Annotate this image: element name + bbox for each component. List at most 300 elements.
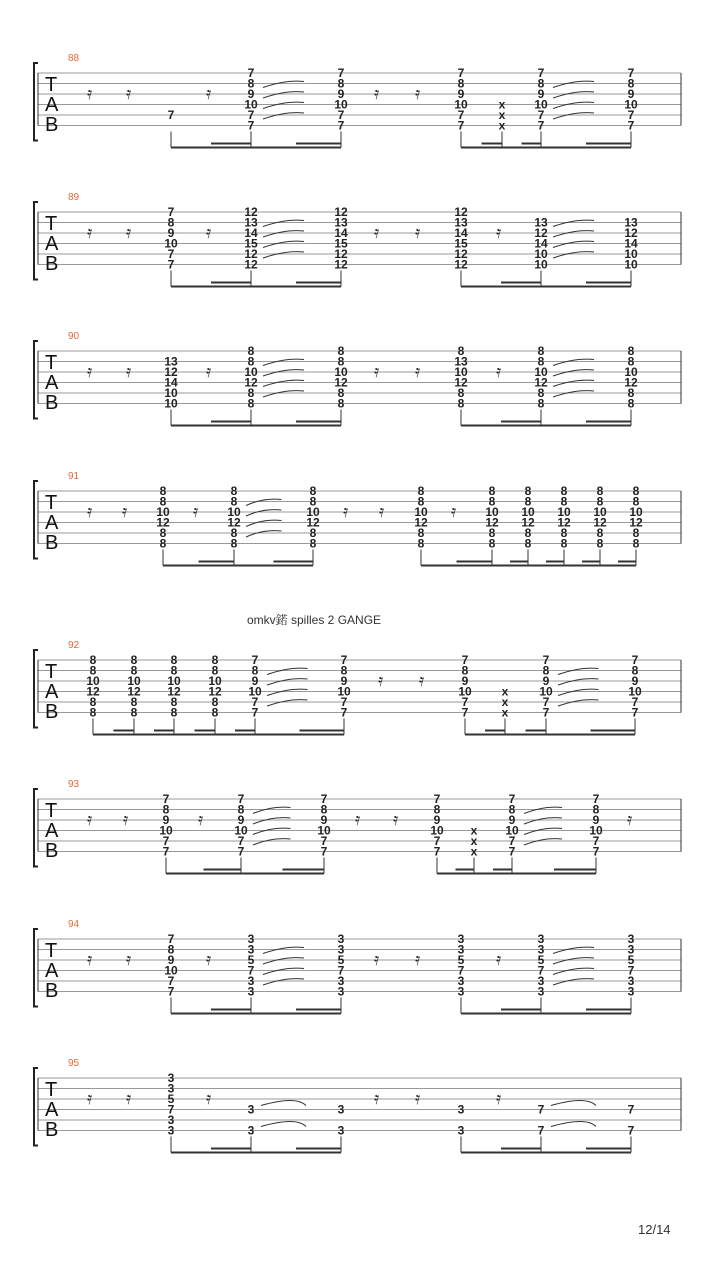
tab-clef-letter: B [45, 532, 59, 554]
rest-symbol: 𝄿 [627, 810, 633, 830]
rest-symbol: 𝄿 [415, 950, 421, 970]
fret-number: 7 [627, 1123, 635, 1138]
fret-number: 10 [624, 257, 638, 272]
fret-number: 9 [537, 87, 545, 101]
fret-number: 9 [162, 813, 170, 827]
fret-number: 8 [167, 942, 175, 957]
fret-number: 8 [309, 484, 317, 498]
fret-number: 12 [244, 205, 258, 219]
fret-number: 12 [156, 515, 170, 530]
fret-number: 8 [309, 494, 317, 509]
slide-arc [263, 241, 304, 247]
fret-number: 14 [164, 375, 178, 390]
fret-number: 8 [211, 653, 219, 667]
fret-number: 7 [508, 844, 516, 859]
fret-number: 7 [167, 247, 175, 261]
fret-number: 3 [337, 1123, 345, 1138]
fret-number: x [498, 118, 506, 133]
fret-number: 7 [167, 984, 175, 999]
system-bracket [34, 929, 38, 1007]
slide-arc [253, 839, 291, 845]
fret-number: 7 [537, 118, 545, 133]
fret-number: 3 [537, 974, 545, 988]
fret-number: 13 [534, 215, 548, 230]
fret-number: 9 [320, 813, 328, 827]
tab-clef-letter: A [45, 372, 59, 394]
fret-number: 10 [593, 505, 607, 519]
fret-number: 8 [130, 705, 138, 720]
fret-number: 14 [454, 226, 468, 240]
fret-number: 7 [247, 108, 255, 122]
measure-number: 94 [68, 919, 80, 930]
fret-number: 8 [457, 386, 465, 400]
tab-system [34, 1058, 681, 1153]
fret-number: 8 [524, 494, 532, 509]
fret-number: 10 [337, 684, 351, 699]
fret-number: 8 [488, 526, 496, 540]
fret-number: 9 [542, 674, 550, 688]
fret-number: 8 [627, 354, 635, 369]
fret-number: 8 [170, 663, 178, 678]
tab-clef-letter: A [45, 820, 59, 842]
fret-number: 9 [508, 813, 516, 827]
rest-symbol: 𝄿 [374, 1089, 380, 1109]
fret-number: 7 [251, 695, 259, 709]
fret-number: 8 [159, 494, 167, 509]
fret-number: 8 [560, 526, 568, 540]
fret-number: 9 [247, 87, 255, 101]
slide-arc [553, 380, 594, 386]
fret-number: 10 [505, 823, 519, 838]
rest-symbol: 𝄿 [496, 1089, 502, 1109]
fret-number: 7 [457, 108, 465, 122]
fret-number: 8 [230, 484, 238, 498]
fret-number: 7 [247, 963, 255, 978]
fret-number: 8 [627, 76, 635, 91]
fret-number: 3 [247, 942, 255, 957]
fret-number: 3 [247, 1123, 255, 1138]
fret-number: 12 [227, 515, 241, 530]
tab-clef-letter: A [45, 94, 59, 116]
fret-number: 10 [454, 97, 468, 112]
fret-number: 9 [251, 674, 259, 688]
rest-symbol: 𝄿 [374, 950, 380, 970]
fret-number: 12 [244, 375, 258, 390]
tab-system [34, 919, 681, 1014]
tab-clef-letter: T [45, 74, 58, 96]
rest-symbol: 𝄿 [374, 362, 380, 382]
slide-arc [253, 818, 291, 824]
slide-arc [246, 531, 282, 537]
fret-number: 8 [251, 663, 259, 678]
fret-number: 13 [164, 354, 178, 369]
fret-number: 12 [557, 515, 571, 530]
fret-number: x [501, 695, 509, 709]
fret-number: 10 [156, 505, 170, 519]
fret-number: 7 [457, 118, 465, 133]
fret-number: 8 [524, 536, 532, 551]
rest-symbol: 𝄿 [87, 1089, 93, 1109]
fret-number: 10 [167, 674, 181, 688]
fret-number: 7 [167, 205, 175, 219]
measure-number: 93 [68, 779, 80, 790]
tab-system [34, 471, 681, 566]
fret-number: 8 [508, 802, 516, 817]
fret-number: 10 [164, 963, 178, 978]
fret-number: 3 [457, 984, 465, 999]
fret-number: 8 [488, 484, 496, 498]
fret-number: 7 [537, 1102, 545, 1117]
fret-number: 7 [337, 108, 345, 122]
fret-number: 8 [632, 494, 640, 509]
fret-number: 8 [457, 76, 465, 91]
fret-number: 3 [537, 984, 545, 999]
rest-symbol: 𝄿 [87, 84, 93, 104]
fret-number: 14 [624, 236, 638, 251]
fret-number: 8 [211, 663, 219, 678]
fret-number: 8 [247, 354, 255, 369]
slide-arc [246, 499, 282, 505]
fret-number: x [470, 823, 478, 838]
rest-symbol: 𝄿 [87, 810, 93, 830]
fret-number: 3 [627, 974, 635, 988]
system-bracket [34, 789, 38, 867]
fret-number: 3 [337, 984, 345, 999]
fret-number: 10 [534, 365, 548, 379]
tab-clef-letter: A [45, 960, 59, 982]
tab-clef-letter: T [45, 213, 58, 235]
fret-number: 12 [127, 684, 141, 699]
fret-number: 8 [596, 536, 604, 551]
rest-symbol: 𝄿 [126, 362, 132, 382]
fret-number: 5 [627, 953, 635, 967]
slide-arc [524, 839, 562, 845]
fret-number: 8 [89, 705, 97, 720]
fret-number: 8 [211, 695, 219, 709]
fret-number: 9 [627, 87, 635, 101]
slide-arc [246, 510, 282, 516]
fret-number: 8 [417, 526, 425, 540]
rest-symbol: 𝄿 [343, 502, 349, 522]
slide-arc [246, 520, 282, 526]
fret-number: 10 [164, 386, 178, 400]
measure-number: 90 [68, 331, 80, 342]
fret-number: 7 [237, 844, 245, 859]
fret-number: 8 [211, 705, 219, 720]
tab-clef-letter: B [45, 701, 59, 723]
fret-number: 3 [167, 1123, 175, 1138]
fret-number: 8 [457, 344, 465, 358]
tab-clef-letter: T [45, 661, 58, 683]
fret-number: 9 [457, 87, 465, 101]
rest-symbol: 𝄿 [206, 223, 212, 243]
fret-number: 8 [130, 695, 138, 709]
slide-arc [553, 370, 594, 376]
fret-number: 7 [627, 66, 635, 80]
fret-number: 8 [596, 484, 604, 498]
fret-number: 7 [631, 653, 639, 667]
fret-number: 3 [167, 1081, 175, 1096]
slide-arc [553, 958, 594, 964]
fret-number: 13 [334, 215, 348, 230]
fret-number: 10 [628, 684, 642, 699]
slide-arc [553, 113, 594, 119]
fret-number: 7 [337, 118, 345, 133]
fret-number: 8 [537, 396, 545, 411]
fret-number: 12 [454, 205, 468, 219]
fret-number: 7 [542, 695, 550, 709]
tab-system [34, 53, 681, 148]
tab-system [34, 192, 681, 287]
fret-number: 8 [537, 354, 545, 369]
fret-number: 8 [417, 494, 425, 509]
fret-number: 10 [454, 365, 468, 379]
fret-number: 7 [631, 705, 639, 720]
slide-arc [524, 828, 562, 834]
slide-arc [263, 231, 304, 237]
fret-number: 5 [247, 953, 255, 967]
tab-system [34, 779, 681, 874]
slide-arc [558, 689, 599, 695]
slide-arc [553, 391, 594, 397]
fret-number: 10 [317, 823, 331, 838]
fret-number: 8 [627, 396, 635, 411]
fret-number: 10 [458, 684, 472, 699]
fret-number: 7 [627, 118, 635, 133]
fret-number: 10 [164, 396, 178, 411]
fret-number: 7 [340, 653, 348, 667]
measure-number: 88 [68, 53, 80, 64]
slide-arc [267, 689, 308, 695]
fret-number: 9 [167, 953, 175, 967]
fret-number: 10 [159, 823, 173, 838]
fret-number: 8 [337, 386, 345, 400]
fret-number: 3 [247, 932, 255, 946]
slide-arc [553, 979, 594, 985]
fret-number: 8 [337, 396, 345, 411]
fret-number: 7 [320, 844, 328, 859]
system-bracket [34, 63, 38, 141]
slide-arc [253, 807, 291, 813]
fret-number: 7 [237, 792, 245, 806]
fret-number: 8 [167, 215, 175, 230]
fret-number: 8 [340, 663, 348, 678]
slide-arc [553, 102, 594, 108]
fret-number: 3 [337, 974, 345, 988]
fret-number: 8 [230, 494, 238, 509]
fret-number: 8 [170, 695, 178, 709]
fret-number: 9 [631, 674, 639, 688]
slide-arc [558, 700, 599, 706]
tab-clef-letter: A [45, 1099, 59, 1121]
fret-number: 7 [461, 653, 469, 667]
fret-number: 8 [433, 802, 441, 817]
fret-number: 8 [320, 802, 328, 817]
slide-arc [267, 679, 308, 685]
fret-number: 10 [306, 505, 320, 519]
system-bracket [34, 1068, 38, 1146]
fret-number: 7 [537, 963, 545, 978]
fret-number: 10 [208, 674, 222, 688]
slide-arc [553, 241, 594, 247]
fret-number: 12 [244, 257, 258, 272]
fret-number: 10 [589, 823, 603, 838]
fret-number: 8 [247, 396, 255, 411]
fret-number: 12 [306, 515, 320, 530]
fret-number: 7 [627, 108, 635, 122]
tab-clef-letter: T [45, 492, 58, 514]
slide-arc [553, 220, 594, 226]
fret-number: 9 [592, 813, 600, 827]
fret-number: 12 [414, 515, 428, 530]
slide-arc [263, 391, 304, 397]
slide-arc [558, 679, 599, 685]
fret-number: 10 [539, 684, 553, 699]
fret-number: 7 [167, 257, 175, 272]
fret-number: 7 [320, 792, 328, 806]
tab-clef-letter: T [45, 940, 58, 962]
measure-number: 92 [68, 640, 80, 651]
fret-number: 3 [457, 1102, 465, 1117]
fret-number: 7 [627, 963, 635, 978]
fret-number: 14 [244, 226, 258, 240]
fret-number: 8 [159, 526, 167, 540]
tie-arc [551, 1122, 596, 1127]
section-annotation: omkv鍩 spilles 2 GANGE [247, 613, 382, 627]
fret-number: 12 [454, 257, 468, 272]
tab-clef-letter: A [45, 233, 59, 255]
slide-arc [263, 947, 304, 953]
fret-number: 9 [237, 813, 245, 827]
tab-clef-letter: T [45, 352, 58, 374]
fret-number: 9 [337, 87, 345, 101]
fret-number: 14 [334, 226, 348, 240]
fret-number: 12 [593, 515, 607, 530]
fret-number: 12 [629, 515, 643, 530]
fret-number: 7 [508, 792, 516, 806]
rest-symbol: 𝄿 [87, 223, 93, 243]
fret-number: 9 [167, 226, 175, 240]
fret-number: 8 [337, 76, 345, 91]
fret-number: 7 [167, 108, 175, 122]
slide-arc [553, 81, 594, 87]
fret-number: 7 [251, 705, 259, 720]
fret-number: 7 [461, 705, 469, 720]
fret-number: 8 [537, 386, 545, 400]
slide-arc [263, 220, 304, 226]
fret-number: 7 [337, 963, 345, 978]
slide-arc [553, 947, 594, 953]
fret-number: 13 [454, 354, 468, 369]
fret-number: 8 [337, 354, 345, 369]
slide-arc [263, 102, 304, 108]
rest-symbol: 𝄿 [393, 810, 399, 830]
fret-number: 8 [162, 802, 170, 817]
fret-number: 8 [457, 396, 465, 411]
fret-number: 8 [159, 484, 167, 498]
fret-number: 7 [247, 66, 255, 80]
fret-number: 3 [167, 1071, 175, 1085]
fret-number: 7 [340, 695, 348, 709]
measure-number: 95 [68, 1058, 80, 1069]
fret-number: 5 [337, 953, 345, 967]
fret-number: 10 [234, 823, 248, 838]
fret-number: 7 [537, 66, 545, 80]
fret-number: 8 [631, 663, 639, 678]
fret-number: 7 [592, 792, 600, 806]
slide-arc [553, 231, 594, 237]
fret-number: 12 [208, 684, 222, 699]
fret-number: 15 [334, 236, 348, 251]
fret-number: 8 [524, 484, 532, 498]
fret-number: 3 [627, 932, 635, 946]
measure-number: 91 [68, 471, 80, 482]
slide-arc [263, 81, 304, 87]
fret-number: 8 [537, 344, 545, 358]
fret-number: 10 [334, 97, 348, 112]
fret-number: 7 [251, 653, 259, 667]
rest-symbol: 𝄿 [126, 84, 132, 104]
fret-number: 12 [164, 365, 178, 379]
fret-number: 7 [340, 705, 348, 720]
fret-number: 8 [170, 653, 178, 667]
fret-number: 8 [627, 386, 635, 400]
rest-symbol: 𝄿 [122, 502, 128, 522]
slide-arc [267, 668, 308, 674]
slide-arc [263, 979, 304, 985]
rest-symbol: 𝄿 [123, 810, 129, 830]
rest-symbol: 𝄿 [415, 1089, 421, 1109]
fret-number: 7 [631, 695, 639, 709]
fret-number: 3 [247, 1102, 255, 1117]
fret-number: 8 [461, 663, 469, 678]
fret-number: 3 [537, 932, 545, 946]
slide-arc [558, 668, 599, 674]
slide-arc [253, 828, 291, 834]
fret-number: 15 [244, 236, 258, 251]
tab-clef-letter: B [45, 840, 59, 862]
fret-number: 12 [334, 247, 348, 261]
fret-number: 10 [227, 505, 241, 519]
fret-number: 12 [521, 515, 535, 530]
fret-number: 10 [624, 247, 638, 261]
fret-number: 5 [457, 953, 465, 967]
fret-number: 7 [237, 834, 245, 848]
fret-number: x [470, 844, 478, 859]
rest-symbol: 𝄿 [198, 810, 204, 830]
tab-system [34, 331, 681, 426]
rest-symbol: 𝄿 [355, 810, 361, 830]
fret-number: 12 [485, 515, 499, 530]
system-bracket [34, 481, 38, 559]
tab-clef-letter: B [45, 980, 59, 1002]
fret-number: 12 [624, 226, 638, 240]
tab-clef-letter: A [45, 681, 59, 703]
tab-clef-letter: B [45, 1119, 59, 1141]
system-bracket [34, 341, 38, 419]
rest-symbol: 𝄿 [206, 1089, 212, 1109]
fret-number: 7 [433, 792, 441, 806]
fret-number: 13 [624, 215, 638, 230]
fret-number: 3 [247, 974, 255, 988]
slide-arc [553, 359, 594, 365]
fret-number: 10 [86, 674, 100, 688]
fret-number: 8 [309, 526, 317, 540]
fret-number: 7 [320, 834, 328, 848]
fret-number: 8 [237, 802, 245, 817]
fret-number: 8 [488, 536, 496, 551]
fret-number: 7 [457, 66, 465, 80]
